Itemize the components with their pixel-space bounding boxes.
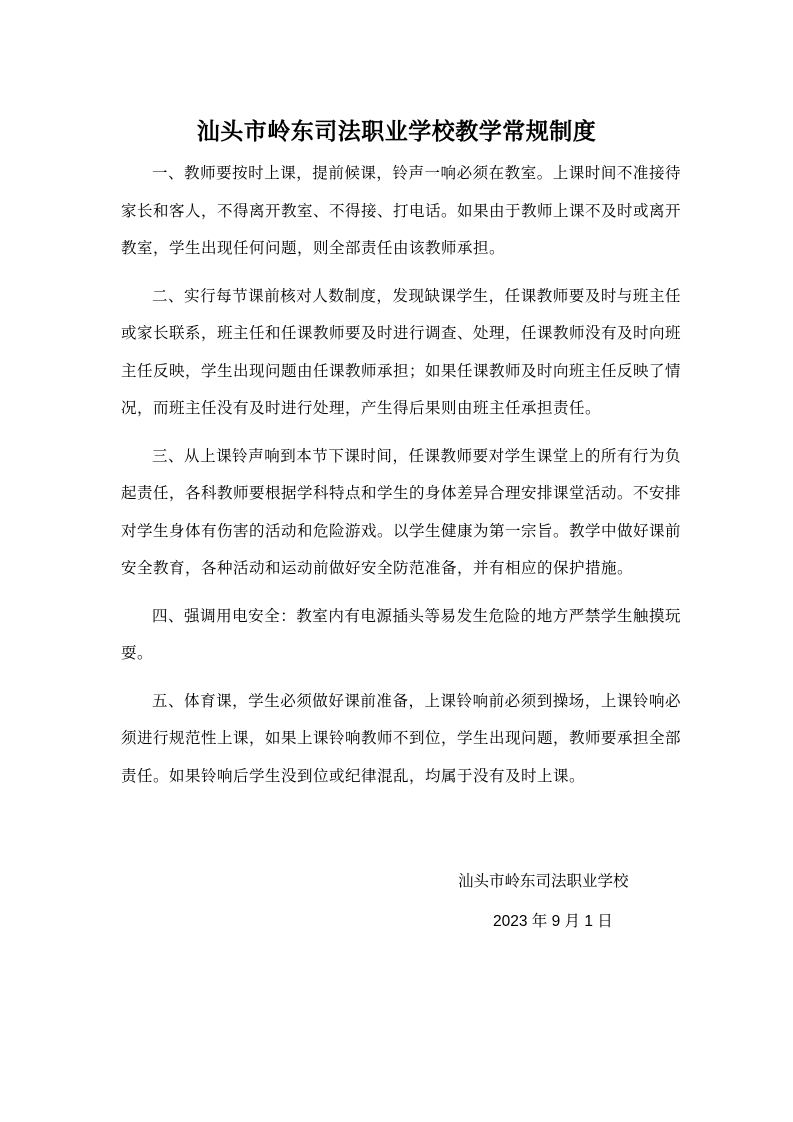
paragraph-2: 二、实行每节课前核对人数制度，发现缺课学生，任课教师要及时与班主任或家长联系，班主任和任课教师要及时进行调查、处理，任课教师没有及时向班主任反映，学生出现问题由任课教师承担；如果任课教师及时向班主任反映了情况，而班主任没有及时进行处理，产生得后果则由班主任承担责任。 <box>121 286 682 417</box>
signature-date: 2023 年 9 月 1 日 <box>493 913 613 930</box>
paragraph-3: 三、从上课铃声响到本节下课时间，任课教师要对学生课堂上的所有行为负起责任，各科教师要根据学科特点和学生的身体差异合理安排课堂活动。不安排对学生身体有伤害的活动和危险游戏。以学生健康为第一宗旨。教学中做好课前安全教育，各种活动和运动前做好安全防范准备，并有相应的保护措施。 <box>121 446 682 577</box>
paragraph-5: 五、体育课，学生必须做好课前准备，上课铃响前必须到操场，上课铃响必须进行规范性上课，如果上课铃响教师不到位，学生出现问题，教师要承担全部责任。如果铃响后学生没到位或纪律混乱，均属于没有及时上课。 <box>121 691 682 785</box>
paragraph-4: 四、强调用电安全：教室内有电源插头等易发生危险的地方严禁学生触摸玩耍。 <box>121 606 681 662</box>
document-body <box>121 155 681 805</box>
signature-school: 汕头市岭东司法职业学校 <box>458 872 629 890</box>
document-title: 汕头市岭东司法职业学校教学常规制度 <box>196 118 597 145</box>
paragraph-1: 一、教师要按时上课，提前候课，铃声一响必须在教室。上课时间不准接待家长和客人，不得离开教室、不得接、打电话。如果由于教师上课不及时或离开教室，学生出现任何问题，则全部责任由该教师承担。 <box>121 164 682 257</box>
